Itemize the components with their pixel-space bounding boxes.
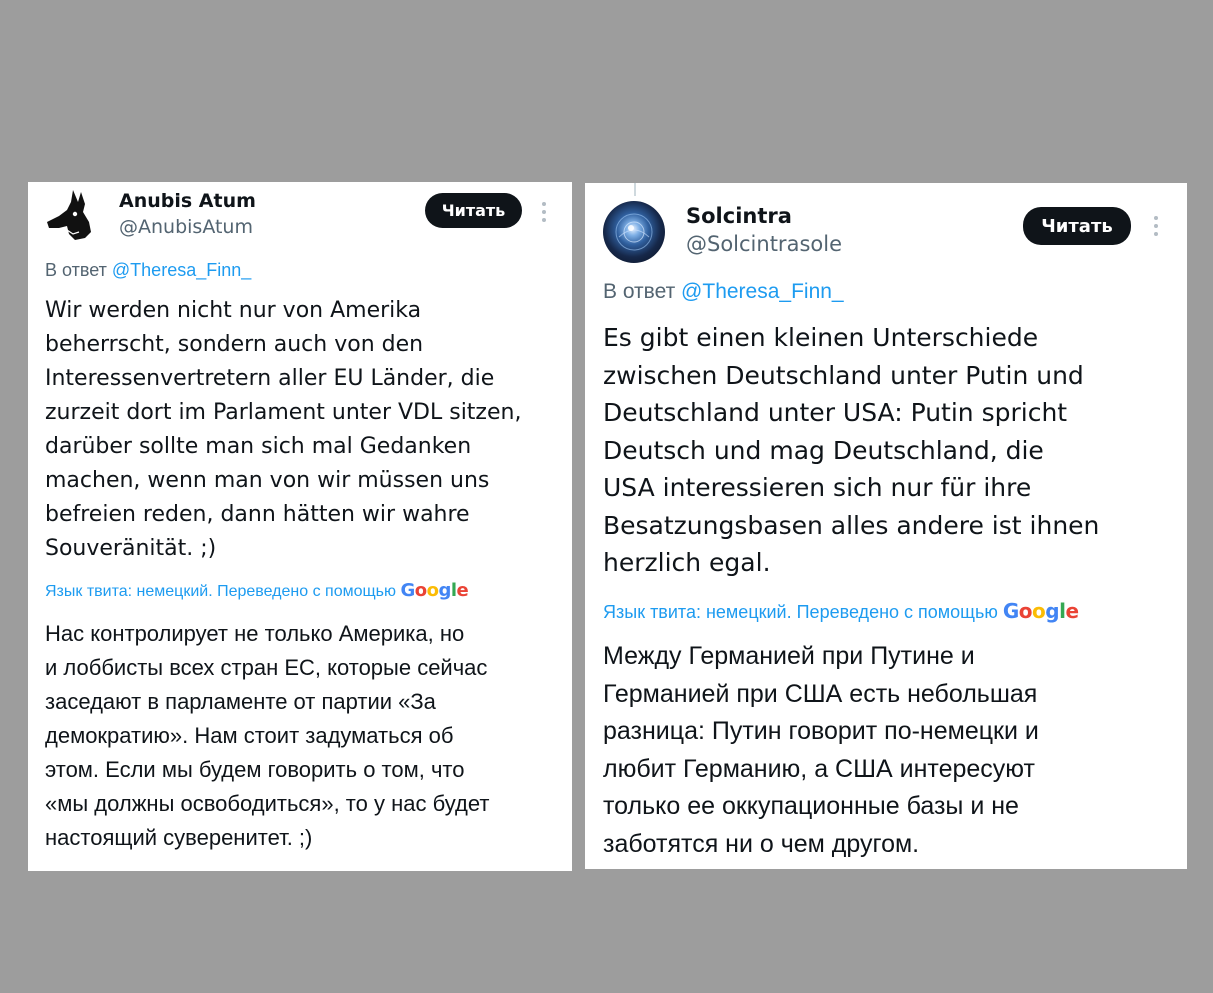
translation-note[interactable]	[45, 580, 468, 601]
tweet-card-solcintra	[585, 183, 1187, 869]
translation-note[interactable]	[603, 599, 1079, 623]
anubis-jackal-avatar-icon[interactable]	[45, 188, 99, 242]
google-logo: Google	[1002, 599, 1079, 623]
google-logo: Google	[400, 580, 469, 601]
tweet-card-anubis	[28, 182, 572, 871]
author-handle[interactable]: @Solcintrasole	[686, 232, 842, 256]
reply-context	[603, 280, 844, 304]
translation-note-text: Язык твита: немецкий. Переведено с помощью	[45, 583, 396, 600]
tweet-translated-text: Между Германией при Путине и Германией при США есть небольшая разница: Путин говорит по-немецки и любит Германию, а США интересуют только ее оккупационные базы и не заботятся ни о чем другом.	[603, 642, 1039, 858]
translation-note-text: Язык твита: немецкий. Переведено с помощью	[603, 602, 998, 622]
reply-mention-link[interactable]: @Theresa_Finn_	[111, 260, 252, 280]
tweet-original-text: Wir werden nicht nur von Amerika beherrscht, sondern auch von den Interessenvertretern aller EU Länder, die zurzeit dort im Parlament unter VDL sitzen, darüber sollte man sich mal Gedanken machen, wenn man von wir müssen uns befreien reden, dann hätten wir wahre Souveränität. ;)	[45, 298, 522, 561]
tweet-original-text: Es gibt einen kleinen Unterschiede zwischen Deutschland unter Putin und Deutschland unter USA: Putin spricht Deutsch und mag Deutschland, die USA interessieren sich nur für ihre Besatzungsbasen alles andere ist ihnen herzlich egal.	[603, 323, 1100, 577]
follow-button[interactable]: Читать	[425, 193, 522, 228]
follow-button[interactable]: Читать	[1023, 207, 1131, 245]
crystal-orb-avatar-icon[interactable]	[603, 201, 665, 263]
author-handle[interactable]: @AnubisAtum	[119, 216, 253, 238]
more-vertical-icon[interactable]	[1154, 216, 1158, 240]
reply-prefix: В ответ	[603, 280, 676, 303]
reply-prefix: В ответ	[45, 260, 107, 280]
author-name[interactable]: Solcintra	[686, 204, 792, 228]
reply-context	[45, 260, 251, 281]
reply-mention-link[interactable]: @Theresa_Finn_	[681, 280, 844, 303]
thread-connector-line	[634, 183, 636, 196]
author-name[interactable]: Anubis Atum	[119, 190, 256, 212]
more-vertical-icon[interactable]	[542, 202, 546, 226]
tweet-translated-text: Нас контролирует не только Америка, но и лоббисты всех стран ЕС, которые сейчас заседают в парламенте от партии «За демократию». Нам стоит задуматься об этом. Если мы будем говорить о том, что «мы должны освободиться», то у нас будет настоящий суверенитет. ;)	[45, 621, 490, 850]
